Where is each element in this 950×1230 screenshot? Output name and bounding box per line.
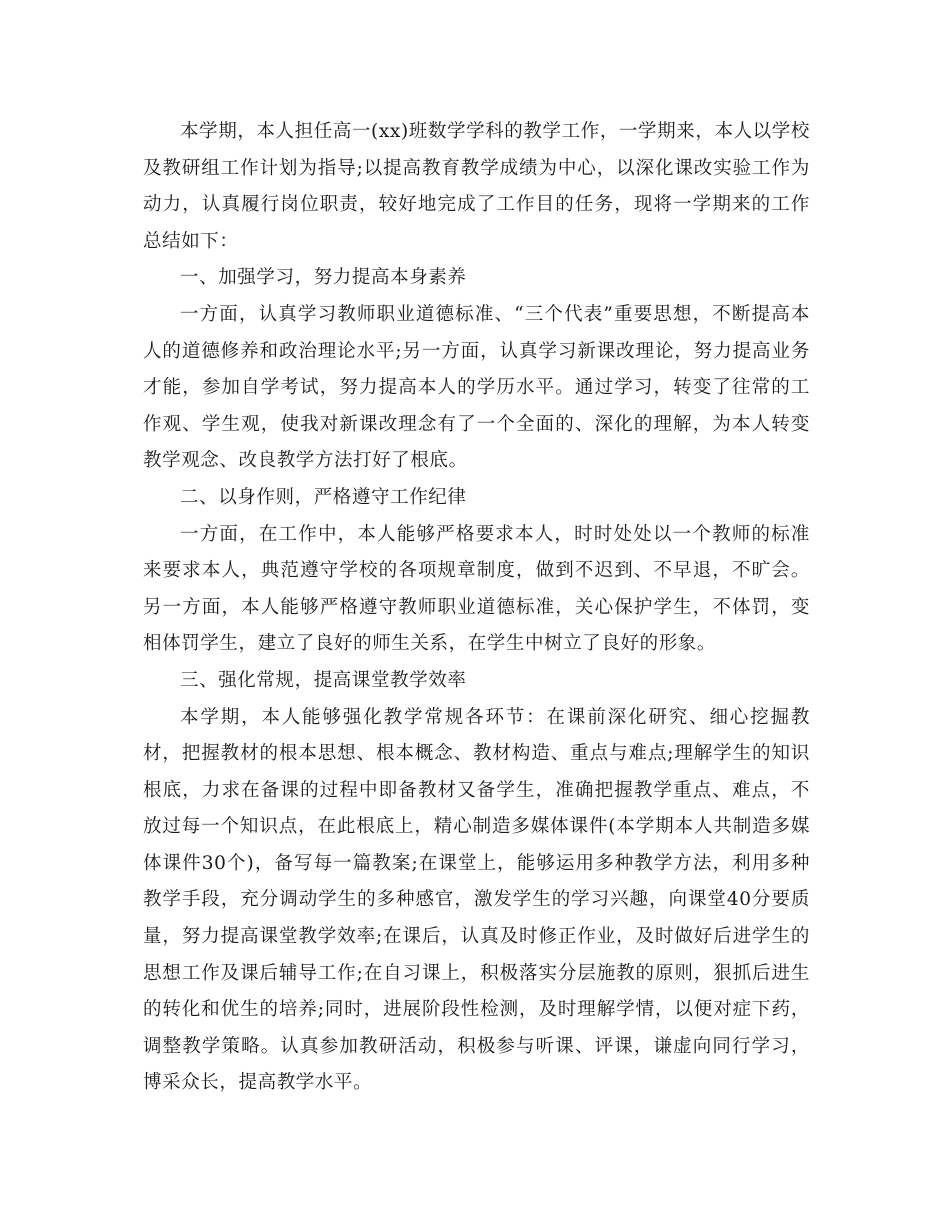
section-3-paragraph: 本学期，本人能够强化教学常规各环节：在课前深化研究、细心挖掘教材，把握教材的根本思想、根本概念、教材构造、重点与难点;理解学生的知识根底，力求在备课的过程中即备教材又备学生，准确把握教学重点、难点，不放过每一个知识点，在此根底上，精心制造多媒体课件(本学期本人共制造多媒体课件30个)，备写每一篇教案;在课堂上，能够运用多种教学方法，利用多种教学手段，充分调动学生的多种感官，激发学生的学习兴趣，向课堂40分要质量，努力提高课堂教学效率;在课后，认真及时修正作业，及时做好后进学生的思想工作及课后辅导工作;在自习课上，积极落实分层施教的原则，狠抓后进生的转化和优生的培养;同时，进展阶段性检测，及时理解学情，以便对症下药，调整教学策略。认真参加教研活动，积极参与听课、评课，谦虚向同行学习，博采众长，提高教学水平。 bbox=[143, 706, 810, 1094]
section-2-paragraph: 一方面，在工作中，本人能够严格要求本人，时时处处以一个教师的标准来要求本人，典范遵守学校的各项规章制度，做到不迟到、不早退，不旷会。另一方面，本人能够严格遵守教师职业道德标准，关心保护学生，不体罚，变相体罚学生，建立了良好的师生关系，在学生中树立了良好的形象。 bbox=[143, 523, 810, 655]
section-1-paragraph: 一方面，认真学习教师职业道德标准、“三个代表”重要思想，不断提高本人的道德修养和政治理论水平;另一方面，认真学习新课改理论，努力提高业务才能，参加自学考试，努力提高本人的学历水平。通过学习，转变了往常的工作观、学生观，使我对新课改理念有了一个全面的、深化的理解，为本人转变教学观念、改良教学方法打好了根底。 bbox=[143, 303, 810, 472]
document-body bbox=[143, 114, 810, 1102]
intro-paragraph: 本学期，本人担任高一(xx)班数学学科的教学工作，一学期来，本人以学校及教研组工作计划为指导;以提高教育教学成绩为中心，以深化课改实验工作为动力，认真履行岗位职责，较好地完成了工作目的任务，现将一学期来的工作总结如下： bbox=[143, 121, 810, 252]
section-heading-3: 三、强化常规，提高课堂教学效率 bbox=[180, 669, 467, 691]
section-heading-2: 二、以身作则，严格遵守工作纪律 bbox=[180, 486, 467, 508]
section-heading-1: 一、加强学习，努力提高本身素养 bbox=[180, 267, 467, 289]
